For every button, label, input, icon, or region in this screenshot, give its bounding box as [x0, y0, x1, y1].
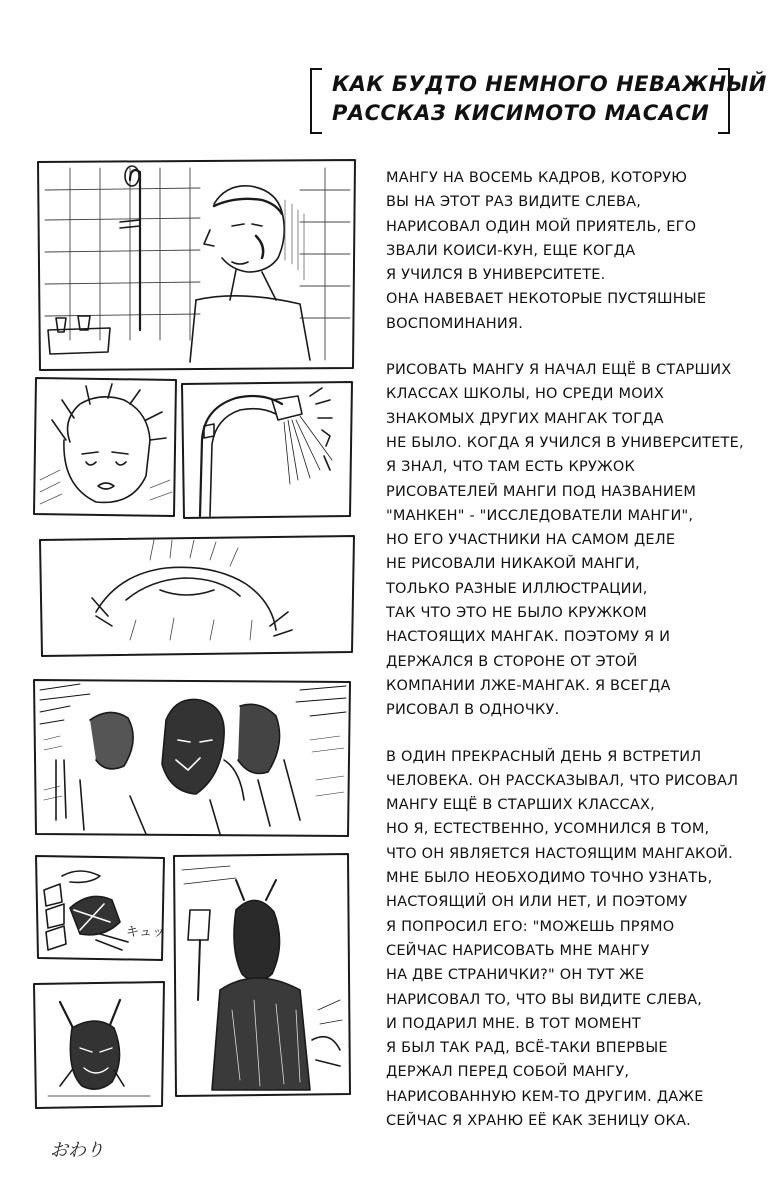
text-line: В ОДИН ПРЕКРАСНЫЙ ДЕНЬ Я ВСТРЕТИЛ: [386, 748, 702, 765]
panel-hair-wash: [40, 536, 354, 656]
text-line: И ПОДАРИЛ МНЕ. В ТОТ МОМЕНТ: [386, 1015, 641, 1032]
text-line: НАРИСОВАЛ ОДИН МОЙ ПРИЯТЕЛЬ, ЕГО: [386, 218, 697, 235]
panel-tall-creature: [174, 854, 350, 1096]
text-line: Я БЫЛ ТАК РАД, ВСЁ-ТАКИ ВПЕРВЫЕ: [386, 1040, 668, 1057]
article-text: [386, 166, 766, 1155]
text-line: Я ЗНАЛ, ЧТО ТАМ ЕСТЬ КРУЖОК: [386, 459, 635, 476]
text-line: НЕ РИСОВАЛИ НИКАКОЙ МАНГИ,: [386, 556, 640, 573]
text-line: ЗНАКОМЫХ ДРУГИХ МАНГАК ТОГДА: [386, 410, 664, 427]
panel-shower-spray: [182, 382, 352, 518]
text-line: МАНГУ ЕЩЁ В СТАРШИХ КЛАССАХ,: [386, 797, 655, 814]
text-line: ЧЕЛОВЕКА. ОН РАССКАЗЫВАЛ, ЧТО РИСОВАЛ: [386, 772, 739, 789]
text-line: ЧТО ОН ЯВЛЯЕТСЯ НАСТОЯЩИМ МАНГАКОЙ.: [386, 845, 733, 862]
text-line: НЕ БЫЛО. КОГДА Я УЧИЛСЯ В УНИВЕРСИТЕТЕ,: [386, 434, 744, 451]
text-line: КОМПАНИИ ЛЖЕ-МАНГАК. Я ВСЕГДА: [386, 677, 671, 694]
text-line: Я ПОПРОСИЛ ЕГО: "МОЖЕШЬ ПРЯМО: [386, 918, 675, 935]
text-line: НАРИСОВАЛ ТО, ЧТО ВЫ ВИДИТЕ СЛЕВА,: [386, 991, 703, 1008]
text-line: НАСТОЯЩИХ МАНГАК. ПОЭТОМУ Я И: [386, 629, 671, 646]
text-line: Я УЧИЛСЯ В УНИВЕРСИТЕТЕ.: [386, 267, 606, 284]
end-note: おわり: [50, 1140, 104, 1161]
text-line: НА ДВЕ СТРАНИЧКИ?" ОН ТУТ ЖЕ: [386, 967, 645, 984]
panel-gadget-sfx: [36, 856, 164, 960]
text-line: НАСТОЯЩИЙ ОН ИЛИ НЕТ, И ПОЭТОМУ: [386, 894, 688, 911]
text-line: ВЫ НА ЭТОТ РАЗ ВИДИТЕ СЛЕВА,: [386, 194, 642, 211]
sfx-text: キュッ: [126, 925, 166, 940]
text-line: ОНА НАВЕВАЕТ НЕКОТОРЫЕ ПУСТЯШНЫЕ: [386, 291, 707, 308]
panel-shower-man: [38, 160, 355, 370]
text-line: КЛАССАХ ШКОЛЫ, НО СРЕДИ МОИХ: [386, 386, 664, 403]
text-line: ВОСПОМИНАНИЯ.: [386, 315, 524, 332]
text-line: РИСОВАТЬ МАНГУ Я НАЧАЛ ЕЩЁ В СТАРШИХ: [386, 362, 732, 379]
panel-dark-crowd: [34, 680, 350, 836]
text-line: ДЕРЖАЛ ПЕРЕД СОБОЙ МАНГУ,: [386, 1064, 630, 1081]
panel-devil-face: [34, 982, 164, 1108]
text-line: РИСОВАЛ В ОДНОЧКУ.: [386, 702, 560, 719]
text-line: РИСОВАТЕЛЕЙ МАНГИ ПОД НАЗВАНИЕМ: [386, 483, 697, 500]
text-line: ЗВАЛИ КОИСИ-КУН, ЕЩЕ КОГДА: [386, 242, 636, 259]
text-line: ДЕРЖАЛСЯ В СТОРОНЕ ОТ ЭТОЙ: [386, 653, 638, 670]
text-line: НО ЕГО УЧАСТНИКИ НА САМОМ ДЕЛЕ: [386, 532, 676, 549]
text-line: ТАК ЧТО ЭТО НЕ БЫЛО КРУЖКОМ: [386, 605, 647, 622]
text-line: МНЕ БЫЛО НЕОБХОДИМО ТОЧНО УЗНАТЬ,: [386, 870, 713, 887]
text-line: СЕЙЧАС Я ХРАНЮ ЕЁ КАК ЗЕНИЦУ ОКА.: [386, 1112, 691, 1129]
text-line: НАРИСОВАННУЮ КЕМ-ТО ДРУГИМ. ДАЖЕ: [386, 1088, 704, 1105]
text-line: НО Я, ЕСТЕСТВЕННО, УСОМНИЛСЯ В ТОМ,: [386, 821, 710, 838]
paragraph-1: [386, 166, 766, 336]
paragraph-2: [386, 358, 766, 722]
title-line-1: КАК БУДТО НЕМНОГО НЕВАЖНЫЙ: [332, 72, 767, 96]
panel-stressed-face: [34, 378, 176, 516]
text-line: "МАНКЕН" - "ИССЛЕДОВАТЕЛИ МАНГИ",: [386, 507, 694, 524]
title-line-2: РАССКАЗ КИСИМОТО МАСАСИ: [332, 101, 710, 125]
text-line: ТОЛЬКО РАЗНЫЕ ИЛЛЮСТРАЦИИ,: [386, 580, 648, 597]
text-line: МАНГУ НА ВОСЕМЬ КАДРОВ, КОТОРУЮ: [386, 170, 688, 186]
paragraph-3: [386, 745, 766, 1134]
text-line: СЕЙЧАС НАРИСОВАТЬ МНЕ МАНГУ: [386, 942, 650, 959]
